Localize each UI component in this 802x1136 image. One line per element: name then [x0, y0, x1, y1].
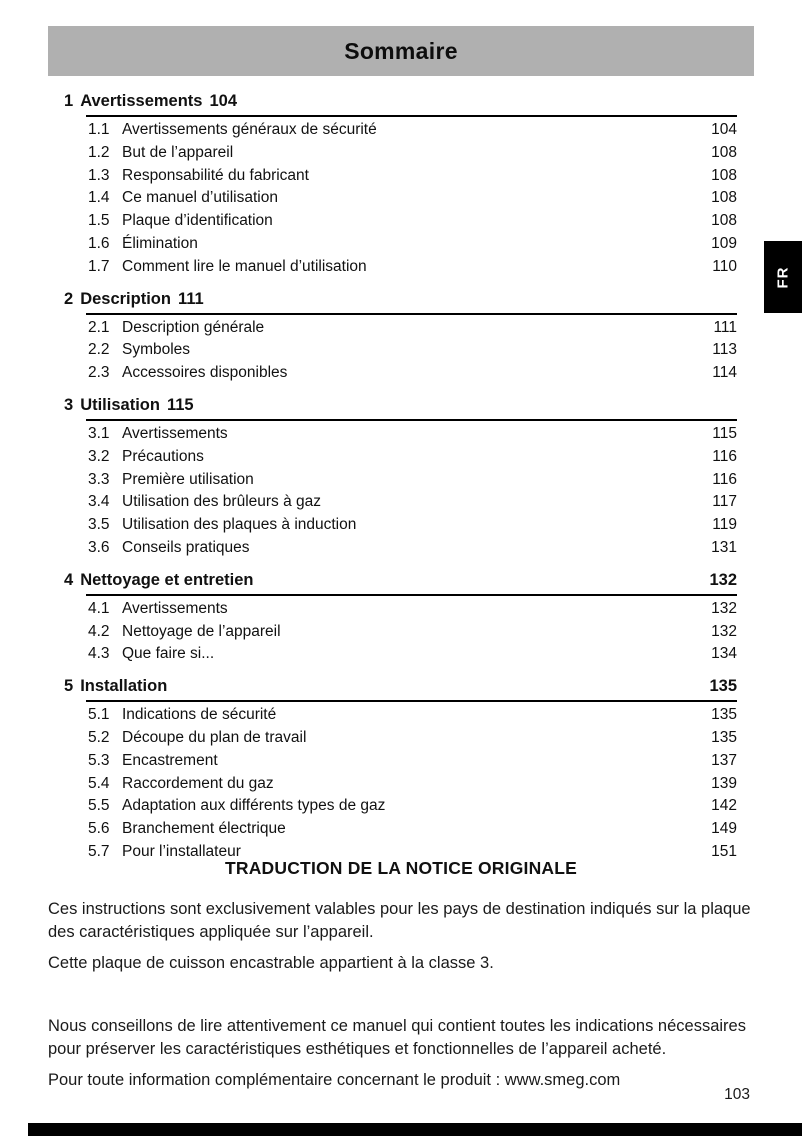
toc-item-number: 5.7 — [88, 842, 110, 860]
toc-section-number: 1 — [64, 92, 74, 110]
toc-item-title: Ce manuel d’utilisation — [122, 189, 278, 207]
toc-item-page: 135 — [711, 706, 737, 724]
toc-item-number: 4.3 — [88, 645, 110, 663]
toc-item-page: 108 — [711, 212, 737, 230]
toc-item[interactable] — [48, 818, 754, 841]
toc-item-page: 142 — [711, 797, 737, 815]
toc-section-number: 5 — [64, 677, 74, 696]
toc-item[interactable] — [48, 119, 754, 142]
toc-item-page: 119 — [712, 516, 737, 534]
toc-item-title: But de l’appareil — [122, 143, 234, 161]
toc-item[interactable] — [48, 598, 754, 621]
toc-item-number: 1.2 — [88, 143, 110, 161]
page-header — [48, 26, 754, 76]
toc-item[interactable] — [48, 750, 754, 773]
toc-item[interactable] — [48, 142, 754, 165]
toc-item-title: Que faire si... — [122, 645, 215, 663]
toc-item-page: 139 — [711, 774, 737, 792]
toc-item[interactable] — [48, 317, 754, 340]
toc-item[interactable] — [48, 491, 754, 514]
toc-item[interactable] — [48, 446, 754, 469]
page-number: 103 — [724, 1086, 750, 1103]
toc-section-page: 115 — [166, 395, 194, 414]
toc-item-page: 116 — [712, 470, 737, 488]
toc-item-number: 4.2 — [88, 622, 110, 640]
toc-item-number: 1.5 — [88, 212, 110, 230]
toc-item-page: 151 — [711, 842, 737, 860]
toc-section-page: 104 — [209, 92, 238, 110]
intro-paragraphs — [48, 898, 754, 1100]
toc-item-title: Découpe du plan de travail — [122, 728, 307, 746]
toc-section — [48, 286, 754, 385]
toc-item-number: 3.5 — [88, 516, 110, 534]
toc-item-number: 5.6 — [88, 820, 110, 838]
toc-item[interactable] — [48, 643, 754, 666]
toc-item-title: Nettoyage de l’appareil — [122, 622, 281, 640]
toc-section-page: 135 — [709, 677, 737, 696]
toc-item-page: 114 — [712, 364, 737, 382]
toc-section-heading[interactable] — [48, 286, 754, 312]
toc-item[interactable] — [48, 469, 754, 492]
body-paragraph: Cette plaque de cuisson encastrable appartient à la classe 3. — [48, 954, 494, 972]
toc-item-title: Encastrement — [122, 751, 218, 769]
toc-section-number: 2 — [64, 289, 74, 308]
toc-item-number: 4.1 — [88, 599, 110, 617]
table-of-contents — [48, 88, 754, 871]
toc-item-title: Avertissements — [122, 424, 228, 442]
toc-item[interactable] — [48, 339, 754, 362]
toc-item-page: 116 — [712, 447, 737, 465]
toc-item-page: 131 — [711, 538, 737, 556]
body-paragraph: Nous conseillons de lire attentivement ce manuel qui contient toutes les indications nécessaires pour préserver les caractéristiques esthétiques et fonctionnelles de l’appareil acheté. — [48, 1017, 746, 1058]
toc-item[interactable] — [48, 233, 754, 256]
toc-section-items — [48, 702, 754, 864]
toc-item-page: 110 — [712, 257, 737, 275]
toc-section — [48, 673, 754, 864]
toc-item-page: 109 — [711, 234, 737, 252]
toc-item[interactable] — [48, 165, 754, 188]
toc-item[interactable] — [48, 362, 754, 385]
toc-item-title: Conseils pratiques — [122, 538, 250, 556]
toc-item-number: 3.4 — [88, 493, 110, 511]
toc-item[interactable] — [48, 795, 754, 818]
toc-item-page: 117 — [712, 493, 737, 511]
toc-item-title: Avertissements généraux de sécurité — [122, 121, 377, 138]
toc-item[interactable] — [48, 704, 754, 727]
toc-item-number: 5.5 — [88, 797, 110, 815]
body-paragraph: Pour toute information complémentaire concernant le produit : www.smeg.com — [48, 1071, 621, 1089]
toc-section-title: Nettoyage et entretien — [80, 570, 254, 589]
toc-item-title: Utilisation des brûleurs à gaz — [122, 493, 322, 511]
toc-item-page: 111 — [713, 318, 737, 336]
toc-section-items — [48, 596, 754, 666]
toc-section-number: 4 — [64, 570, 74, 589]
toc-section-heading[interactable] — [48, 673, 754, 699]
toc-item-title: Raccordement du gaz — [122, 774, 274, 792]
toc-item-number: 3.3 — [88, 470, 110, 488]
footer-bar — [28, 1123, 802, 1136]
body-paragraph: Ces instructions sont exclusivement valables pour les pays de destination indiqués sur la plaque des caractéristiques appliquée sur l’appareil. — [48, 900, 751, 941]
translation-heading: TRADUCTION DE LA NOTICE ORIGINALE — [224, 858, 578, 878]
toc-item-number: 5.3 — [88, 751, 110, 769]
toc-item-number: 1.1 — [88, 121, 110, 138]
toc-item-page: 149 — [711, 820, 737, 838]
toc-item-number: 2.1 — [88, 318, 110, 336]
toc-section-heading[interactable] — [48, 392, 754, 418]
toc-item-number: 2.2 — [88, 341, 110, 359]
toc-item-title: Symboles — [122, 341, 191, 359]
toc-item[interactable] — [48, 537, 754, 560]
toc-item[interactable] — [48, 210, 754, 233]
toc-item-number: 5.1 — [88, 706, 110, 724]
toc-item-title: Première utilisation — [122, 470, 254, 488]
toc-item-page: 134 — [711, 645, 737, 663]
toc-section-items — [48, 315, 754, 385]
toc-item[interactable] — [48, 773, 754, 796]
toc-item-page: 132 — [711, 599, 737, 617]
toc-section-number: 3 — [64, 395, 74, 414]
toc-item-title: Utilisation des plaques à induction — [122, 516, 357, 534]
page-title: Sommaire — [344, 37, 458, 64]
toc-item-number: 1.3 — [88, 166, 110, 184]
toc-item-number: 3.1 — [88, 424, 110, 442]
toc-item-page: 137 — [711, 751, 737, 769]
toc-item-page: 108 — [711, 166, 737, 184]
toc-section-heading[interactable] — [48, 88, 754, 114]
toc-item-title: Responsabilité du fabricant — [122, 166, 309, 184]
toc-item-number: 1.7 — [88, 257, 110, 275]
toc-section-page: 132 — [709, 570, 737, 589]
toc-section-items — [48, 421, 754, 560]
toc-item-number: 5.4 — [88, 774, 110, 792]
toc-item[interactable] — [48, 187, 754, 210]
toc-item-title: Description générale — [122, 318, 265, 336]
toc-item[interactable] — [48, 621, 754, 644]
toc-item-page: 115 — [712, 424, 737, 442]
toc-section-items — [48, 117, 754, 279]
toc-item[interactable] — [48, 256, 754, 279]
toc-item-title: Élimination — [122, 234, 198, 252]
toc-section — [48, 392, 754, 560]
toc-item[interactable] — [48, 423, 754, 446]
toc-item-title: Adaptation aux différents types de gaz — [122, 797, 386, 815]
toc-section — [48, 88, 754, 279]
toc-section-title: Utilisation — [80, 395, 160, 414]
toc-item-number: 5.2 — [88, 728, 110, 746]
toc-item-page: 113 — [712, 341, 737, 359]
toc-item-title: Avertissements — [122, 599, 228, 617]
toc-item-page: 135 — [711, 728, 737, 746]
toc-item-title: Accessoires disponibles — [122, 364, 288, 382]
toc-item-title: Branchement électrique — [122, 820, 286, 838]
language-tab — [764, 241, 802, 313]
toc-item[interactable] — [48, 514, 754, 537]
toc-item-page: 108 — [711, 189, 737, 207]
toc-item-number: 3.6 — [88, 538, 110, 556]
toc-section-title: Description — [80, 289, 171, 308]
toc-section-title: Avertissements — [80, 92, 203, 110]
toc-item-number: 1.4 — [88, 189, 110, 207]
toc-section-heading[interactable] — [48, 567, 754, 593]
toc-item-page: 132 — [711, 622, 737, 640]
toc-item-number: 2.3 — [88, 364, 110, 382]
toc-item-page: 104 — [711, 121, 737, 138]
toc-item-title: Plaque d’identification — [122, 212, 273, 230]
toc-item-page: 108 — [711, 143, 737, 161]
toc-item-number: 3.2 — [88, 447, 110, 465]
language-tab-label: FR — [774, 266, 792, 288]
toc-item-title: Comment lire le manuel d’utilisation — [122, 257, 367, 275]
toc-section — [48, 567, 754, 666]
toc-item-number: 1.6 — [88, 234, 110, 252]
toc-item-title: Précautions — [122, 447, 204, 465]
toc-item-title: Pour l’installateur — [122, 842, 241, 860]
toc-item-title: Indications de sécurité — [122, 706, 277, 724]
toc-item[interactable] — [48, 727, 754, 750]
toc-section-title: Installation — [80, 677, 168, 696]
toc-section-page: 111 — [177, 289, 204, 308]
